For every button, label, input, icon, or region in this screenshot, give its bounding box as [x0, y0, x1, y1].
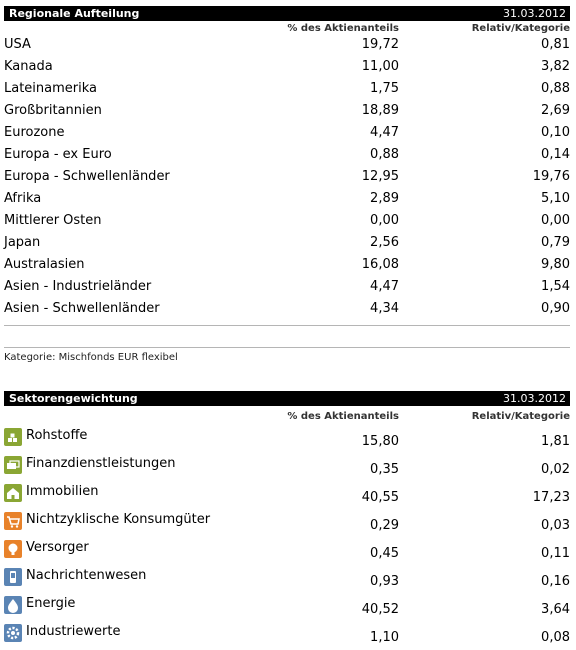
regional-row	[4, 188, 570, 210]
region-label: Japan	[4, 235, 41, 250]
sector-share-value: 0,35	[370, 462, 399, 477]
region-share-value: 0,88	[370, 147, 399, 162]
region-relative-value: 5,10	[541, 191, 570, 206]
regional-title: Regionale Aufteilung	[9, 7, 140, 20]
region-share-value: 11,00	[361, 59, 399, 74]
sector-relative-value: 1,81	[541, 434, 570, 449]
sector-row	[4, 566, 570, 594]
region-relative-value: 19,76	[532, 169, 570, 184]
region-share-value: 19,72	[361, 37, 399, 52]
region-relative-value: 2,69	[541, 103, 570, 118]
region-relative-value: 0,88	[541, 81, 570, 96]
sector-share-value: 40,52	[361, 602, 399, 617]
sector-title: Sektorengewichtung	[9, 392, 138, 405]
region-relative-value: 0,79	[541, 235, 570, 250]
sector-relative-value: 0,02	[541, 462, 570, 477]
regional-col-relative: Relativ/Kategorie	[471, 23, 570, 34]
regional-col-share: % des Aktienanteils	[287, 23, 399, 34]
regional-divider-top	[4, 325, 570, 326]
region-label: Australasien	[4, 257, 85, 272]
region-relative-value: 0,81	[541, 37, 570, 52]
regional-row	[4, 276, 570, 298]
consumer-defensive-icon	[4, 512, 22, 530]
regional-row	[4, 210, 570, 232]
region-share-value: 2,56	[370, 235, 399, 250]
region-label: Afrika	[4, 191, 42, 206]
sector-row	[4, 482, 570, 510]
region-share-value: 1,75	[370, 81, 399, 96]
sector-relative-value: 0,08	[541, 630, 570, 645]
region-label: Großbritannien	[4, 103, 102, 118]
real-estate-icon	[4, 484, 22, 502]
sector-row	[4, 510, 570, 538]
sector-date: 31.03.2012	[503, 392, 566, 405]
regional-row	[4, 144, 570, 166]
sector-label: Immobilien	[26, 484, 99, 499]
category-note: Kategorie: Mischfonds EUR flexibel	[4, 352, 178, 363]
sector-share-value: 15,80	[361, 434, 399, 449]
region-share-value: 4,34	[370, 301, 399, 316]
region-share-value: 12,95	[361, 169, 399, 184]
region-share-value: 4,47	[370, 279, 399, 294]
regional-row	[4, 254, 570, 276]
sector-share-value: 0,93	[370, 574, 399, 589]
region-label: Kanada	[4, 59, 53, 74]
utilities-icon	[4, 540, 22, 558]
regional-row	[4, 298, 570, 320]
sector-row	[4, 426, 570, 454]
region-label: Eurozone	[4, 125, 65, 140]
sector-relative-value: 0,11	[541, 546, 570, 561]
sector-share-value: 40,55	[361, 490, 399, 505]
regional-row	[4, 34, 570, 56]
region-share-value: 18,89	[361, 103, 399, 118]
sector-relative-value: 17,23	[532, 490, 570, 505]
sector-relative-value: 0,03	[541, 518, 570, 533]
regional-header-bar	[4, 6, 570, 21]
industrials-icon	[4, 624, 22, 642]
regional-date: 31.03.2012	[503, 7, 566, 20]
sector-share-value: 1,10	[370, 630, 399, 645]
region-label: Europa - Schwellenländer	[4, 169, 170, 184]
sector-row	[4, 594, 570, 622]
raw-materials-icon	[4, 428, 22, 446]
sector-share-value: 0,45	[370, 546, 399, 561]
region-relative-value: 0,14	[541, 147, 570, 162]
sector-relative-value: 0,16	[541, 574, 570, 589]
sector-label: Industriewerte	[26, 624, 121, 639]
region-label: Europa - ex Euro	[4, 147, 112, 162]
regional-row	[4, 122, 570, 144]
region-share-value: 2,89	[370, 191, 399, 206]
regional-row	[4, 78, 570, 100]
region-relative-value: 3,82	[541, 59, 570, 74]
region-share-value: 0,00	[370, 213, 399, 228]
regional-row	[4, 56, 570, 78]
region-relative-value: 0,10	[541, 125, 570, 140]
sector-label: Rohstoffe	[26, 428, 88, 443]
region-label: Mittlerer Osten	[4, 213, 102, 228]
sector-share-value: 0,29	[370, 518, 399, 533]
financial-services-icon	[4, 456, 22, 474]
region-share-value: 4,47	[370, 125, 399, 140]
sector-row	[4, 538, 570, 566]
regional-row	[4, 166, 570, 188]
region-relative-value: 9,80	[541, 257, 570, 272]
sector-label: Nachrichtenwesen	[26, 568, 147, 583]
region-label: Asien - Schwellenländer	[4, 301, 160, 316]
region-label: USA	[4, 37, 31, 52]
regional-row	[4, 100, 570, 122]
sector-label: Nichtzyklische Konsumgüter	[26, 512, 211, 527]
sector-row	[4, 454, 570, 482]
region-relative-value: 0,00	[541, 213, 570, 228]
regional-divider-bottom	[4, 347, 570, 348]
sector-relative-value: 3,64	[541, 602, 570, 617]
region-relative-value: 0,90	[541, 301, 570, 316]
sector-label: Versorger	[26, 540, 89, 555]
sector-label: Finanzdienstleistungen	[26, 456, 176, 471]
sector-col-relative: Relativ/Kategorie	[471, 411, 570, 422]
region-share-value: 16,08	[361, 257, 399, 272]
regional-row	[4, 232, 570, 254]
region-label: Lateinamerika	[4, 81, 98, 96]
communication-icon	[4, 568, 22, 586]
sector-col-share: % des Aktienanteils	[287, 411, 399, 422]
sector-header-bar	[4, 391, 570, 406]
region-relative-value: 1,54	[541, 279, 570, 294]
energy-icon	[4, 596, 22, 614]
sector-column-headers	[4, 410, 570, 424]
sector-label: Energie	[26, 596, 76, 611]
region-label: Asien - Industrieländer	[4, 279, 152, 294]
